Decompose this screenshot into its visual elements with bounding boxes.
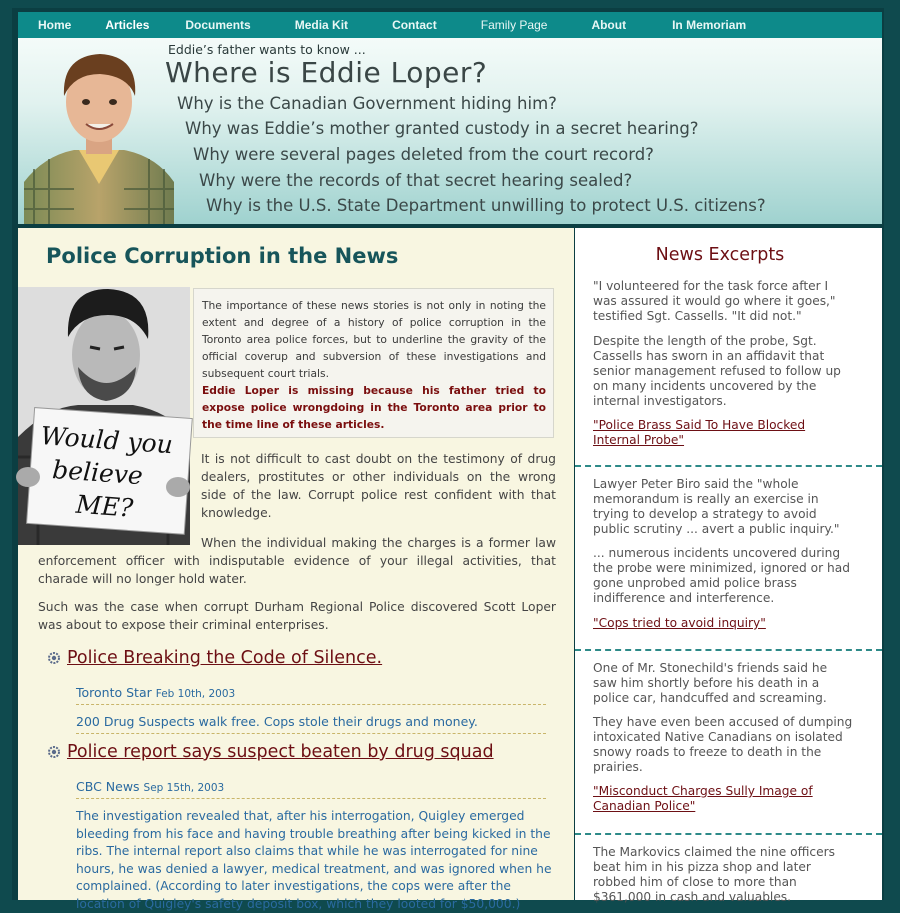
article-heading bbox=[46, 742, 494, 762]
news-excerpts-sidebar bbox=[575, 228, 882, 904]
article-summary: 200 Drug Suspects walk free. Cops stole their drugs and money. bbox=[76, 714, 546, 734]
header-lead: Eddie’s father wants to know ... bbox=[168, 42, 366, 57]
header-question: Why were the records of that secret hearing sealed? bbox=[199, 171, 633, 190]
nav-articles[interactable]: Articles bbox=[105, 18, 150, 32]
article-source bbox=[76, 685, 546, 705]
article-source-name[interactable]: Toronto Star bbox=[76, 685, 152, 700]
top-nav bbox=[18, 12, 882, 38]
article-heading bbox=[46, 648, 382, 668]
article-date: Sep 15th, 2003 bbox=[143, 782, 225, 794]
article-source bbox=[76, 779, 546, 799]
protest-photo bbox=[18, 287, 190, 545]
sidebar-divider bbox=[575, 649, 882, 651]
sign-line-1: Would you bbox=[39, 421, 174, 460]
article-date: Feb 10th, 2003 bbox=[155, 688, 236, 700]
header-question: Why is the Canadian Government hiding him? bbox=[177, 94, 557, 113]
article-source-name[interactable]: CBC News bbox=[76, 779, 140, 794]
header-question: Why was Eddie’s mother granted custody in a secret hearing? bbox=[185, 119, 699, 138]
excerpt-link[interactable]: "Police Brass Said To Have Blocked Internal Probe" bbox=[593, 418, 806, 447]
body-paragraph: When the individual making the charges is a former law enforcement officer with indisputable evidence of your illegal activities, that charade will no longer hold water. bbox=[38, 536, 556, 586]
header-title: Where is Eddie Loper? bbox=[165, 56, 488, 89]
sidebar-divider bbox=[575, 833, 882, 835]
body-paragraph: It is not difficult to cast doubt on the testimony of drug dealers, prostitutes or other individuals on the wrong side of the law. Corrupt police rest confident with that knowledge. bbox=[201, 452, 556, 520]
child-photo bbox=[24, 44, 174, 224]
intro-box bbox=[193, 288, 554, 438]
nav-documents[interactable]: Documents bbox=[185, 18, 251, 32]
article-link[interactable]: Police Breaking the Code of Silence. bbox=[67, 648, 383, 668]
gear-bullet-icon bbox=[46, 650, 62, 666]
excerpt-text: They have even been accused of dumping intoxicated Native Canadians on isolated snowy roads to freeze to death in the prairies. bbox=[593, 715, 853, 774]
sign-line-3: ME? bbox=[75, 489, 135, 523]
sign-line-2: believe bbox=[51, 454, 144, 491]
nav-contact[interactable]: Contact bbox=[392, 18, 437, 32]
main-content bbox=[18, 228, 574, 911]
excerpt-link[interactable]: "Cops tried to avoid inquiry" bbox=[593, 616, 766, 630]
nav-in-memoriam[interactable]: In Memoriam bbox=[672, 18, 747, 32]
page-title: Police Corruption in the News bbox=[46, 244, 399, 268]
article-summary: The investigation revealed that, after his interrogation, Quigley emerged bleeding from his face and having trouble breathing after being kicked in the ribs. The internal report also claims that while he was interrogated for nine hours, he was denied a lawyer, medical treatment, and was ignored when he complained. (According to later investigations, the cops were after the location of Quigley's safety deposit box, which they looted for $50,000.) bbox=[76, 809, 552, 911]
excerpt-text: One of Mr. Stonechild's friends said he saw him shortly before his death in a police car, handcuffed and screaming. bbox=[593, 661, 828, 705]
header-question: Why is the U.S. State Department unwilling to protect U.S. citizens? bbox=[206, 196, 766, 215]
intro-highlight: Eddie Loper is missing because his father tried to expose police wrongdoing in the Toronto area prior to the time line of these articles. bbox=[202, 384, 546, 431]
nav-about[interactable]: About bbox=[591, 18, 627, 32]
excerpt-link[interactable]: "Misconduct Charges Sully Image of Canadian Police" bbox=[593, 784, 813, 813]
excerpt-text: The Markovics claimed the nine officers beat him in his pizza shop and later robbed him of close to more than $361,000 in cash and valuables. bbox=[593, 845, 835, 904]
excerpt-text: Despite the length of the probe, Sgt. Cassells has sworn in an affidavit that senior management refused to follow up on many incidents uncovered by the internal investigators. bbox=[593, 334, 841, 408]
sidebar-title: News Excerpts bbox=[655, 245, 785, 265]
header-question: Why were several pages deleted from the court record? bbox=[193, 145, 654, 164]
nav-media-kit[interactable]: Media Kit bbox=[294, 18, 349, 32]
sidebar-divider bbox=[575, 465, 882, 467]
excerpt-text: ... numerous incidents uncovered during the probe were minimized, ignored or had gone unprobed amid police brass indifference and interference. bbox=[593, 546, 850, 605]
excerpt-text: "I volunteered for the task force after I was assured it would go where it goes," testified Sgt. Cassells. "It did not." bbox=[593, 279, 836, 323]
article-link[interactable]: Police report says suspect beaten by drug squad bbox=[67, 742, 494, 762]
nav-family-page[interactable]: Family Page bbox=[480, 18, 548, 32]
body-paragraph: Such was the case when corrupt Durham Regional Police discovered Scott Loper was about to expose their criminal enterprises. bbox=[38, 600, 556, 632]
excerpt-text: Lawyer Peter Biro said the "whole memorandum is really an exercise in trying to develop a strategy to avoid public scrutiny ... avert a public inquiry." bbox=[593, 477, 840, 536]
intro-text: The importance of these news stories is not only in noting the extent and degree of a history of police corruption in the Toronto area police forces, but to underline the gravity of the official coverup and subversion of these investigations and subsequent court trials. bbox=[202, 299, 546, 380]
page-header bbox=[18, 38, 882, 224]
gear-bullet-icon bbox=[46, 744, 62, 760]
nav-home[interactable]: Home bbox=[38, 18, 72, 32]
